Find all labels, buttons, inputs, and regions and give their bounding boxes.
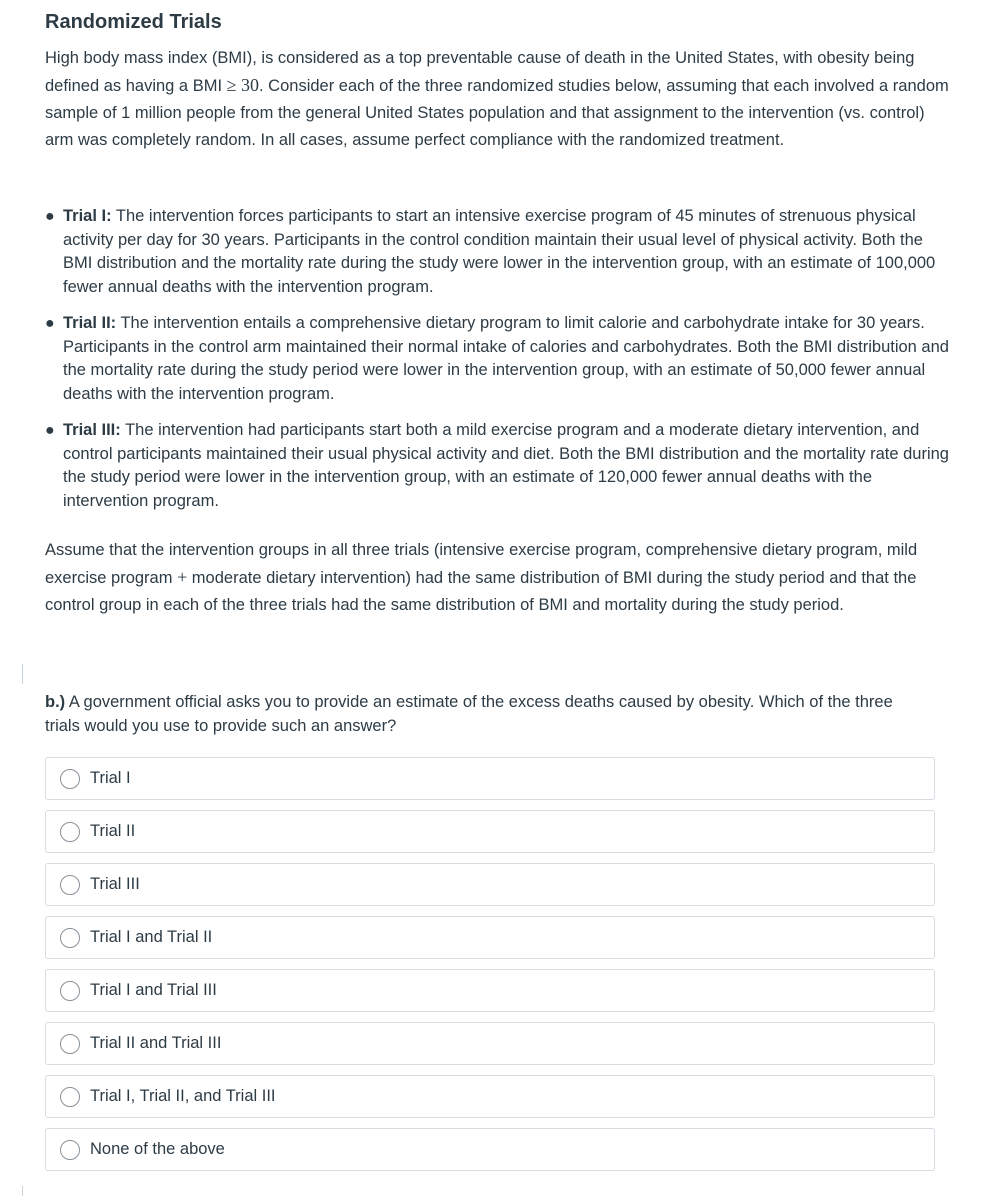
- radio-button[interactable]: [60, 928, 80, 948]
- radio-button[interactable]: [60, 769, 80, 789]
- answer-option-label: Trial I, Trial II, and Trial III: [90, 1087, 276, 1105]
- answer-option-trial-2-and-3[interactable]: [45, 1022, 935, 1065]
- radio-button[interactable]: [60, 1087, 80, 1107]
- left-edge-marker: [22, 664, 23, 684]
- radio-button[interactable]: [60, 1140, 80, 1160]
- trial-description: The intervention had participants start both a mild exercise program and a moderate dietary intervention, and control participants maintained their usual physical activity and diet. Both the BMI distribution and the mortality rate during the study period were lower in the intervention group, with an estimate of 120,000 fewer annual deaths with the intervention program.: [63, 421, 949, 510]
- answer-option-trial-1[interactable]: [45, 757, 935, 800]
- answer-option-label: Trial I and Trial II: [90, 928, 213, 946]
- answer-option-trial-2[interactable]: [45, 810, 935, 853]
- list-item-trial-2: [45, 312, 955, 406]
- list-item-trial-3: [45, 419, 955, 513]
- trial-description: The intervention forces participants to start an intensive exercise program of 45 minutes of strenuous physical activity per day for 30 years. Participants in the control condition maintain their usual level of physical activity. Both the BMI distribution and the mortality rate during the study were lower in the intervention group, with an estimate of 100,000 fewer annual deaths with the intervention program.: [63, 207, 936, 296]
- question-text: A government official asks you to provide an estimate of the excess deaths caused by obesity. Which of the three trials would you use to provide such an answer?: [45, 693, 893, 735]
- intro-text-start: High body mass index (BMI), is considered as a top preventable cause of death in the United States, with obesity being defined as having a BMI: [45, 49, 915, 95]
- left-edge-marker-bottom: [22, 1186, 23, 1196]
- bullet-icon: ●: [45, 422, 55, 439]
- answer-option-trial-1-and-3[interactable]: [45, 969, 935, 1012]
- answer-option-label: Trial III: [90, 875, 140, 893]
- radio-button[interactable]: [60, 981, 80, 1001]
- answer-option-all-trials[interactable]: [45, 1075, 935, 1118]
- trial-label: Trial II:: [63, 314, 117, 332]
- answer-option-label: Trial I and Trial III: [90, 981, 217, 999]
- answer-option-label: None of the above: [90, 1140, 225, 1158]
- trial-label: Trial III:: [63, 421, 121, 439]
- bullet-icon: ●: [45, 208, 55, 225]
- bmi-threshold-math: ≥ 30: [226, 75, 260, 95]
- trial-label: Trial I:: [63, 207, 112, 225]
- assumption-text-start: Assume that the intervention groups in all three trials (intensive exercise program, comprehensive dietary program, mild exercise program: [45, 541, 918, 587]
- trial-description: The intervention entails a comprehensive dietary program to limit calorie and carbohydrate intake for 30 years. Participants in the control arm maintained their normal intake of calories and carbohydrates. Both the BMI distribution and the mortality rate during the study period were lower in the intervention group, with an estimate of 50,000 fewer annual deaths with the intervention program.: [63, 314, 949, 403]
- answer-option-label: Trial II and Trial III: [90, 1034, 222, 1052]
- answer-option-trial-3[interactable]: [45, 863, 935, 906]
- bullet-icon: ●: [45, 315, 55, 332]
- question-prompt: [45, 691, 925, 738]
- assumption-paragraph: [45, 537, 950, 619]
- trials-list: [45, 205, 955, 526]
- question-label: b.): [45, 693, 66, 711]
- intro-text-end: . Consider each of the three randomized studies below, assuming that each involved a random sample of 1 million people from the general United States population and that assignment to the intervention (vs. control) arm was completely random. In all cases, assume perfect compliance with the randomized treatment.: [45, 77, 949, 149]
- assumption-text-end: moderate dietary intervention) had the same distribution of BMI during the study period and that the control group in each of the three trials had the same distribution of BMI and mortality during the study period.: [45, 569, 917, 614]
- radio-button[interactable]: [60, 875, 80, 895]
- answer-option-none[interactable]: [45, 1128, 935, 1171]
- list-item-trial-1: [45, 205, 955, 299]
- answer-option-trial-1-and-2[interactable]: [45, 916, 935, 959]
- answer-options: [45, 757, 935, 1181]
- plus-math: +: [177, 567, 188, 587]
- answer-option-label: Trial I: [90, 769, 131, 787]
- intro-paragraph: [45, 45, 950, 154]
- page-title: Randomized Trials: [45, 11, 222, 33]
- radio-button[interactable]: [60, 822, 80, 842]
- radio-button[interactable]: [60, 1034, 80, 1054]
- answer-option-label: Trial II: [90, 822, 136, 840]
